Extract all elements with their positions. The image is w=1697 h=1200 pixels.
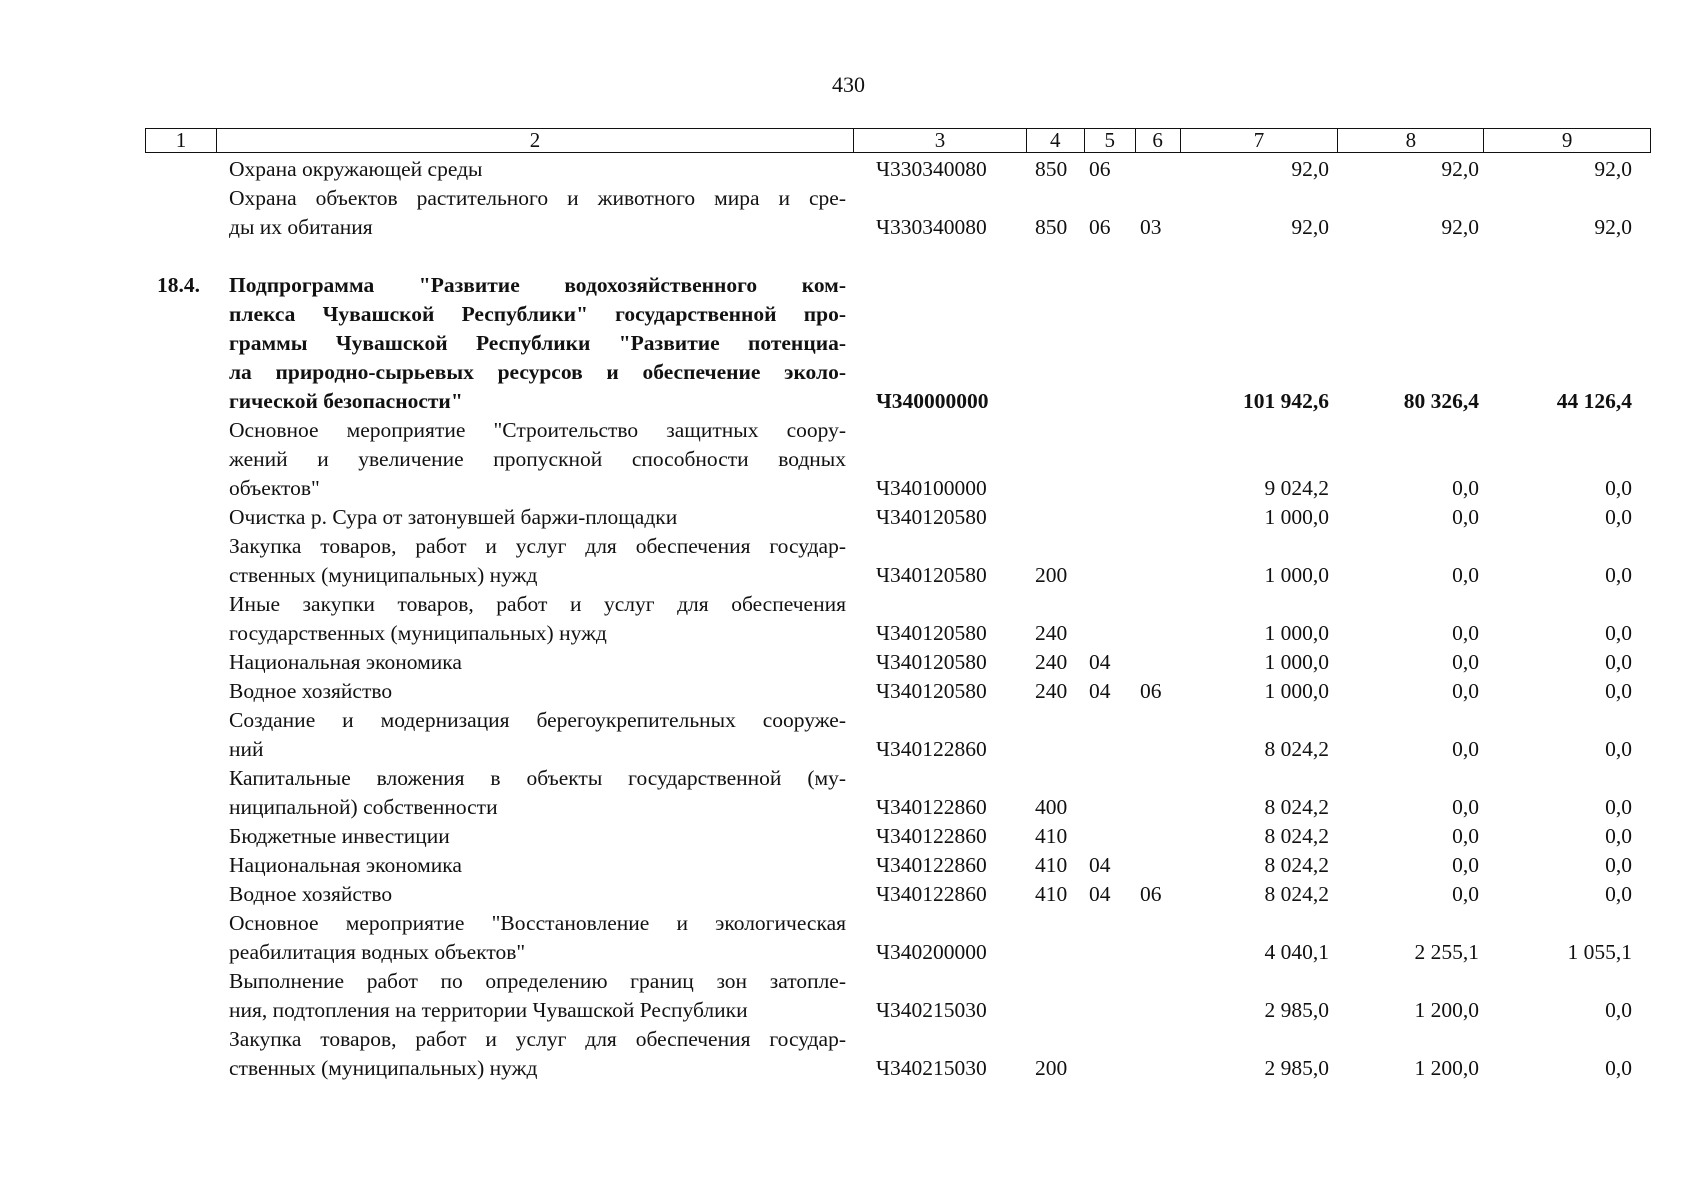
amount-col-9: 0,0 — [1605, 1056, 1632, 1080]
expense-type: 850 — [1035, 215, 1068, 239]
row-name-line: Бюджетные инвестиции — [229, 824, 450, 848]
amount-col-9: 0,0 — [1605, 476, 1632, 500]
table-row — [145, 764, 1651, 822]
row-name — [216, 967, 854, 1025]
row-name-line: государственных (муниципальных) нужд — [229, 621, 607, 645]
row-name — [216, 503, 854, 532]
row-name — [216, 532, 854, 590]
table-row — [145, 706, 1651, 764]
target-article-code: Ч340120580 — [876, 505, 987, 529]
amount-col-9: 1 055,1 — [1567, 940, 1632, 964]
target-article-code: Ч340215030 — [876, 1056, 987, 1080]
table-row — [145, 155, 1651, 184]
amount-col-7: 1 000,0 — [1264, 621, 1329, 645]
amount-col-9: 0,0 — [1605, 824, 1632, 848]
column-header-6: 6 — [1136, 129, 1181, 152]
target-article-code: Ч340120580 — [876, 621, 987, 645]
amount-col-8: 0,0 — [1452, 824, 1479, 848]
table-row — [145, 909, 1651, 967]
row-name-line: Закупка товаров, работ и услуг для обеспечения государ- — [229, 1027, 846, 1051]
amount-col-9: 44 126,4 — [1556, 389, 1632, 413]
row-name-line: Очистка р. Сура от затонувшей баржи-площадки — [229, 505, 678, 529]
amount-col-9: 0,0 — [1605, 853, 1632, 877]
amount-col-9: 0,0 — [1605, 795, 1632, 819]
target-article-code: Ч340100000 — [876, 476, 987, 500]
row-name — [216, 764, 854, 822]
amount-col-7: 101 942,6 — [1243, 389, 1329, 413]
row-name-line: Иные закупки товаров, работ и услуг для обеспечения — [229, 592, 846, 616]
row-name-line: ды их обитания — [229, 215, 373, 239]
amount-col-7: 4 040,1 — [1264, 940, 1329, 964]
section: 06 — [1089, 157, 1111, 181]
amount-col-9: 0,0 — [1605, 650, 1632, 674]
amount-col-8: 0,0 — [1452, 563, 1479, 587]
row-name — [216, 590, 854, 648]
row-name — [216, 822, 854, 851]
amount-col-8: 1 200,0 — [1414, 1056, 1479, 1080]
table-row — [145, 880, 1651, 909]
row-name — [216, 184, 854, 242]
row-name — [216, 648, 854, 677]
amount-col-9: 0,0 — [1605, 737, 1632, 761]
row-name-line: Национальная экономика — [229, 853, 462, 877]
target-article-code: Ч340215030 — [876, 998, 987, 1022]
section: 04 — [1089, 853, 1111, 877]
row-name — [216, 909, 854, 967]
amount-col-9: 0,0 — [1605, 505, 1632, 529]
row-name-line: Водное хозяйство — [229, 882, 393, 906]
target-article-code: Ч340120580 — [876, 650, 987, 674]
target-article-code: Ч340122860 — [876, 737, 987, 761]
row-name-line: Создание и модернизация берегоукрепительных сооруже- — [229, 708, 846, 732]
amount-col-9: 0,0 — [1605, 882, 1632, 906]
table-row — [145, 590, 1651, 648]
row-name — [216, 880, 854, 909]
amount-col-7: 8 024,2 — [1264, 824, 1329, 848]
column-header-8: 8 — [1338, 129, 1484, 152]
table-row — [145, 416, 1651, 503]
amount-col-7: 1 000,0 — [1264, 650, 1329, 674]
table-row — [145, 184, 1651, 242]
row-name-line: Охрана окружающей среды — [229, 157, 483, 181]
subsection: 06 — [1140, 679, 1162, 703]
table-row — [145, 822, 1651, 851]
row-name-line: ниципальной) собственности — [229, 795, 498, 819]
row-name-line: ственных (муниципальных) нужд — [229, 1056, 538, 1080]
column-header-9: 9 — [1561, 128, 1573, 152]
amount-col-8: 0,0 — [1452, 621, 1479, 645]
row-name-line: ний — [229, 737, 264, 761]
row-number: 18.4. — [157, 273, 200, 297]
table-row — [145, 532, 1651, 590]
amount-col-7: 2 985,0 — [1264, 1056, 1329, 1080]
target-article-code: Ч340122860 — [876, 882, 987, 906]
amount-col-8: 0,0 — [1452, 476, 1479, 500]
expense-type: 410 — [1035, 824, 1068, 848]
row-name-line: Подпрограмма "Развитие водохозяйственного ком- — [229, 273, 846, 297]
amount-col-8: 80 326,4 — [1403, 389, 1479, 413]
table-body — [145, 155, 1651, 1083]
expense-type: 850 — [1035, 157, 1068, 181]
column-header-7: 7 — [1181, 129, 1339, 152]
target-article-code: Ч340120580 — [876, 563, 987, 587]
expense-type: 240 — [1035, 621, 1068, 645]
expense-type: 240 — [1035, 650, 1068, 674]
amount-col-9: 0,0 — [1605, 679, 1632, 703]
row-name-line: Закупка товаров, работ и услуг для обеспечения государ- — [229, 534, 846, 558]
target-article-code: Ч340200000 — [876, 940, 987, 964]
row-name — [216, 155, 854, 184]
table-row — [145, 677, 1651, 706]
amount-col-7: 8 024,2 — [1264, 737, 1329, 761]
section: 04 — [1089, 679, 1111, 703]
amount-col-7: 8 024,2 — [1264, 795, 1329, 819]
expense-type: 400 — [1035, 795, 1068, 819]
row-name — [216, 851, 854, 880]
row-name — [216, 706, 854, 764]
row-name-line: Основное мероприятие "Восстановление и экологическая — [229, 911, 846, 935]
amount-col-8: 0,0 — [1452, 679, 1479, 703]
amount-col-9: 0,0 — [1605, 621, 1632, 645]
target-article-code: Ч340120580 — [876, 679, 987, 703]
row-name — [216, 1025, 854, 1083]
amount-col-8: 0,0 — [1452, 853, 1479, 877]
amount-col-7: 8 024,2 — [1264, 853, 1329, 877]
amount-col-8: 0,0 — [1452, 505, 1479, 529]
row-name — [216, 271, 854, 416]
row-name — [216, 416, 854, 503]
table-row — [145, 1025, 1651, 1083]
expense-type: 410 — [1035, 882, 1068, 906]
subsection: 03 — [1140, 215, 1162, 239]
subsection: 06 — [1140, 882, 1162, 906]
amount-col-7: 9 024,2 — [1264, 476, 1329, 500]
amount-col-8: 2 255,1 — [1414, 940, 1479, 964]
expense-type: 410 — [1035, 853, 1068, 877]
row-name-line: гической безопасности" — [229, 389, 463, 413]
section: 04 — [1089, 882, 1111, 906]
expense-type: 200 — [1035, 563, 1068, 587]
row-name-line: Водное хозяйство — [229, 679, 393, 703]
expense-type: 200 — [1035, 1056, 1068, 1080]
row-name-line: реабилитация водных объектов" — [229, 940, 526, 964]
column-header-5: 5 — [1085, 129, 1136, 152]
row-name — [216, 677, 854, 706]
target-article-code: Ч340122860 — [876, 795, 987, 819]
row-name-line: Капитальные вложения в объекты государственной (му- — [229, 766, 846, 790]
target-article-code: Ч330340080 — [876, 215, 987, 239]
amount-col-7: 1 000,0 — [1264, 563, 1329, 587]
table-row — [145, 503, 1651, 532]
amount-col-8: 1 200,0 — [1414, 998, 1479, 1022]
amount-col-8: 0,0 — [1452, 882, 1479, 906]
amount-col-9: 0,0 — [1605, 998, 1632, 1022]
amount-col-9: 92,0 — [1594, 215, 1632, 239]
column-header-4: 4 — [1027, 129, 1085, 152]
column-header-2: 2 — [217, 129, 854, 152]
target-article-code: Ч340122860 — [876, 824, 987, 848]
amount-col-8: 0,0 — [1452, 737, 1479, 761]
amount-col-9: 0,0 — [1605, 563, 1632, 587]
row-name-line: Национальная экономика — [229, 650, 462, 674]
amount-col-8: 0,0 — [1452, 650, 1479, 674]
table-header — [145, 128, 1651, 153]
row-name-line: плекса Чувашской Республики" государственной про- — [229, 302, 846, 326]
table-row — [145, 967, 1651, 1025]
section: 06 — [1089, 215, 1111, 239]
target-article-code: Ч330340080 — [876, 157, 987, 181]
amount-col-7: 1 000,0 — [1264, 505, 1329, 529]
table-row — [145, 271, 1651, 416]
table-row — [145, 851, 1651, 880]
amount-col-8: 92,0 — [1441, 215, 1479, 239]
amount-col-7: 2 985,0 — [1264, 998, 1329, 1022]
amount-col-8: 92,0 — [1441, 157, 1479, 181]
row-name-line: ла природно-сырьевых ресурсов и обеспечение эколо- — [229, 360, 846, 384]
section: 04 — [1089, 650, 1111, 674]
amount-col-8: 0,0 — [1452, 795, 1479, 819]
row-name-line: Охрана объектов растительного и животного мира и сре- — [229, 186, 846, 210]
amount-col-7: 92,0 — [1291, 157, 1329, 181]
amount-col-7: 1 000,0 — [1264, 679, 1329, 703]
amount-col-7: 92,0 — [1291, 215, 1329, 239]
table-row — [145, 648, 1651, 677]
row-name-line: ственных (муниципальных) нужд — [229, 563, 538, 587]
expense-type: 240 — [1035, 679, 1068, 703]
column-header-3: 3 — [854, 129, 1027, 152]
row-name-line: граммы Чувашской Республики "Развитие потенциа- — [229, 331, 846, 355]
row-name-line: Основное мероприятие "Строительство защитных соору- — [229, 418, 846, 442]
amount-col-7: 8 024,2 — [1264, 882, 1329, 906]
target-article-code: Ч340122860 — [876, 853, 987, 877]
row-name-line: жений и увеличение пропускной способности водных — [229, 447, 846, 471]
amount-col-9: 92,0 — [1594, 157, 1632, 181]
column-header-1: 1 — [146, 129, 217, 152]
page-number: 430 — [832, 72, 865, 97]
row-name-line: Выполнение работ по определению границ зон затопле- — [229, 969, 846, 993]
target-article-code: Ч340000000 — [876, 389, 989, 413]
row-name-line: ния, подтопления на территории Чувашской Республики — [229, 998, 748, 1022]
row-name-line: объектов" — [229, 476, 320, 500]
